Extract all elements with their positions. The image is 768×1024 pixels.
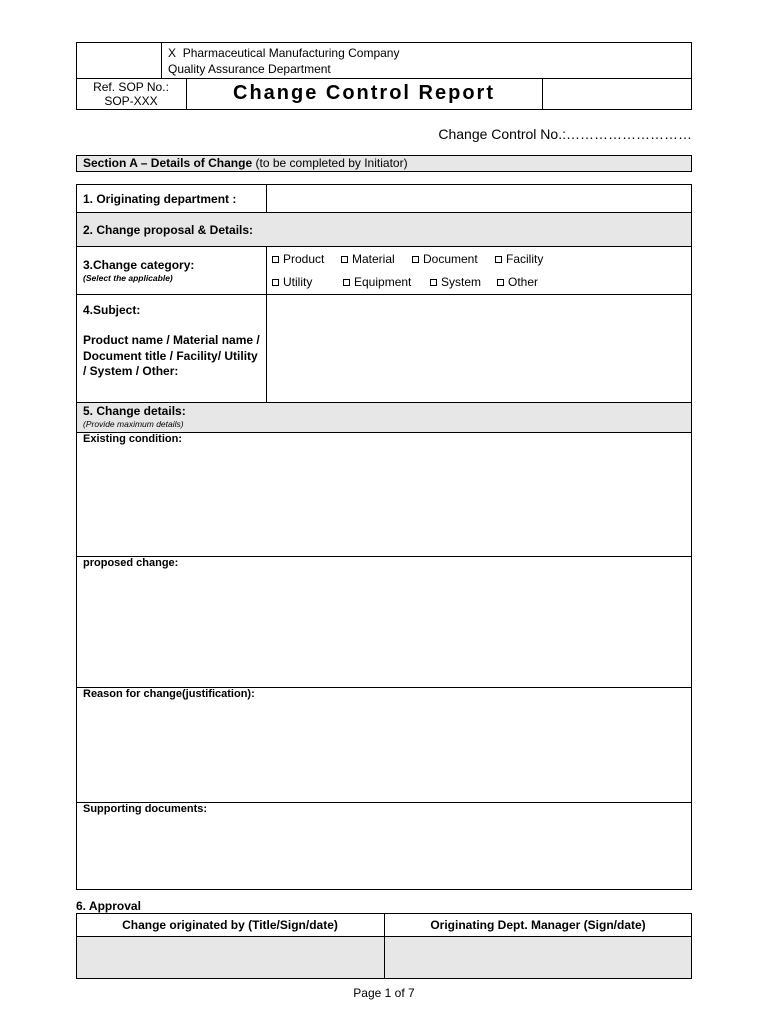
checkbox-other[interactable] [497, 275, 538, 289]
checkbox-material-label: Material [352, 252, 395, 266]
existing-condition-field[interactable] [77, 447, 691, 556]
originating-department-field[interactable] [267, 185, 691, 212]
checkbox-icon [272, 279, 279, 286]
originating-department-label: 1. Originating department : [83, 192, 237, 206]
checkbox-system-label: System [441, 275, 482, 289]
section-a-header [76, 155, 692, 172]
proposed-change-field[interactable] [77, 572, 691, 687]
company-prefix: X [168, 46, 177, 60]
checkbox-material[interactable] [341, 252, 395, 266]
checkbox-equipment[interactable] [343, 275, 411, 289]
existing-condition-label: Existing condition: [83, 433, 182, 445]
checkbox-facility-label: Facility [506, 252, 544, 266]
checkbox-equipment-label: Equipment [354, 275, 412, 289]
company-name [168, 46, 399, 60]
page-number: Page 1 of 7 [353, 986, 415, 1000]
checkbox-icon [497, 279, 504, 286]
section-a-title: Section A – Details of Change [83, 156, 253, 170]
proposed-change-label: proposed change: [83, 557, 179, 569]
checkbox-icon [430, 279, 437, 286]
change-details-label: 5. Change details: [83, 404, 186, 418]
reason-field[interactable] [77, 703, 691, 802]
approval-col-originated: Change originated by (Title/Sign/date) [122, 918, 338, 932]
approval-title: 6. Approval [76, 899, 141, 913]
approval-manager-sign-field[interactable] [385, 937, 691, 978]
supporting-documents-field[interactable] [77, 818, 691, 889]
header-divider-v3 [542, 78, 543, 110]
department-name: Quality Assurance Department [168, 62, 331, 76]
checkbox-utility[interactable] [272, 275, 312, 289]
company-text: Pharmaceutical Manufacturing Company [182, 46, 400, 60]
checkbox-icon [495, 256, 502, 263]
checkbox-utility-label: Utility [283, 275, 313, 289]
checkbox-facility[interactable] [495, 252, 543, 266]
checkbox-system[interactable] [430, 275, 481, 289]
header-divider-h [76, 78, 692, 79]
change-proposal-label: 2. Change proposal & Details: [83, 223, 254, 237]
change-control-number: Change Control No.:……………………… [438, 126, 692, 142]
header-divider-v1 [161, 42, 162, 79]
change-category-hint: (Select the applicable) [83, 273, 173, 283]
subject-label: 4.Subject: [83, 303, 141, 317]
checkbox-product-label: Product [283, 252, 325, 266]
checkbox-other-label: Other [508, 275, 539, 289]
checkbox-product[interactable] [272, 252, 324, 266]
supporting-documents-label: Supporting documents: [83, 803, 208, 815]
document-title: Change Control Report [233, 82, 495, 104]
row-line-2 [76, 246, 692, 247]
row-line-4 [76, 402, 692, 403]
checkbox-icon [272, 256, 279, 263]
ref-sop-label: Ref. SOP No.: [93, 80, 169, 94]
change-details-hint: (Provide maximum details) [83, 419, 184, 429]
row-line-1 [76, 212, 692, 213]
checkbox-icon [341, 256, 348, 263]
checkbox-icon [412, 256, 419, 263]
approval-col-manager: Originating Dept. Manager (Sign/date) [430, 918, 646, 932]
change-category-label: 3.Change category: [83, 258, 195, 272]
section-a-note: (to be completed by Initiator) [255, 156, 408, 170]
checkbox-document[interactable] [412, 252, 478, 266]
checkbox-document-label: Document [423, 252, 478, 266]
subject-detail-label: Product name / Material name / Document title / Facility/ Utility / System / Other: [83, 333, 260, 378]
ref-sop-value: SOP-XXX [104, 94, 158, 108]
checkbox-icon [343, 279, 350, 286]
subject-field[interactable] [267, 295, 691, 402]
approval-originated-sign-field[interactable] [77, 937, 383, 978]
reason-label: Reason for change(justification): [83, 688, 255, 700]
